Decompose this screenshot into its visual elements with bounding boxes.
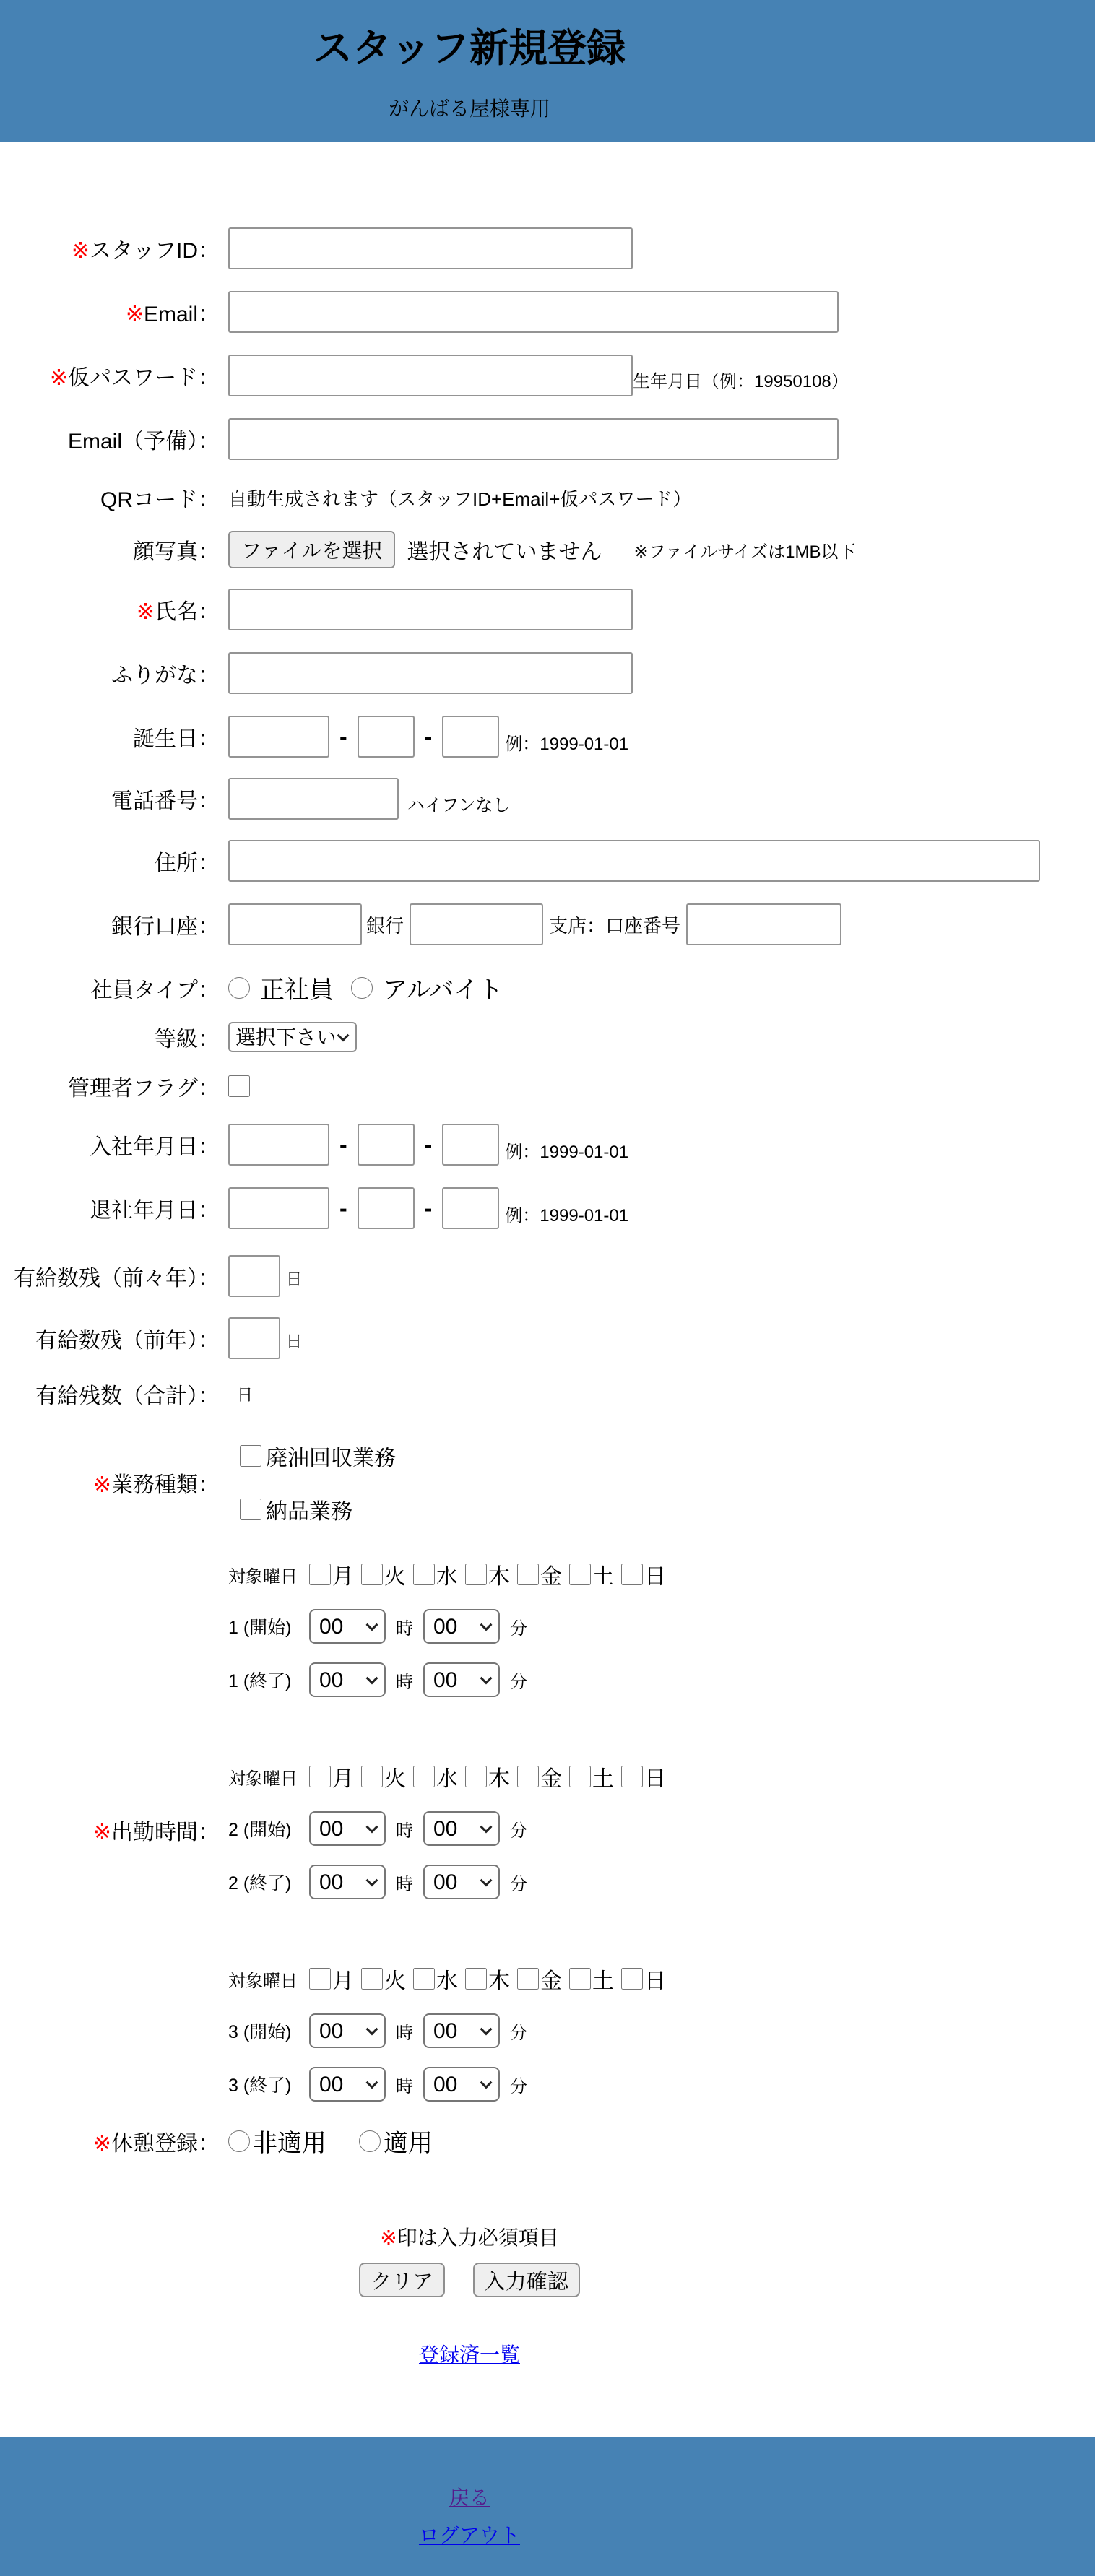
address-label: 住所： (155, 851, 220, 875)
employee-type-label: 社員タイプ： (90, 978, 220, 1002)
hire-date-separator-1: - (339, 1131, 347, 1158)
retire-date-separator-2: - (424, 1194, 433, 1221)
employee-type-fulltime-text: 正社員 (260, 976, 334, 1004)
minute-suffix: 分 (510, 1618, 527, 1639)
name-input[interactable] (228, 589, 633, 630)
attendance-2-start-hour-select[interactable] (309, 1811, 386, 1846)
attendance-2-start-row (228, 1811, 666, 1846)
hire-date-month-input[interactable] (358, 1124, 415, 1166)
attendance-day-sun: 日 (621, 1558, 666, 1590)
retire-date-day-input[interactable] (442, 1187, 499, 1229)
form-row-phone (0, 778, 939, 820)
attendance-2-end-hour-select[interactable] (309, 1865, 386, 1899)
retire-date-year-input[interactable] (228, 1187, 329, 1229)
break-option-applied (359, 2123, 433, 2159)
attendance-day-checkbox-tue[interactable] (361, 1968, 383, 1990)
hire-date-year-input[interactable] (228, 1124, 329, 1166)
admin-flag-checkbox[interactable] (228, 1075, 250, 1097)
work-type-delivery-text: 納品業務 (266, 1500, 352, 1524)
logout-link[interactable]: ログアウト (418, 2524, 520, 2546)
form-row-retire-date (0, 1187, 939, 1229)
bank-account-input[interactable] (686, 903, 841, 945)
hour-suffix: 時 (396, 1874, 413, 1894)
form-row-employee-type (0, 970, 939, 1005)
attendance-3-start-minute-select[interactable] (423, 2013, 500, 2048)
temp-password-label: ※仮パスワード： (49, 366, 220, 390)
registered-list-link[interactable]: 登録済一覧 (418, 2343, 520, 2366)
clear-button[interactable]: クリア (359, 2263, 445, 2297)
page-subtitle: がんばる屋様専用 (388, 97, 550, 120)
bank-suffix: 銀行 (366, 914, 404, 937)
form-row-staff-id (0, 227, 939, 269)
hour-suffix: 時 (396, 2076, 413, 2096)
paid-leave-total-label: 有給残数（合計）： (35, 1384, 220, 1408)
attendance-day-wed: 水 (413, 1558, 458, 1590)
attendance-2-end-label: 2 (終了) (228, 1873, 292, 1894)
paid-leave-2y-input[interactable] (228, 1255, 280, 1297)
attendance-day-fri: 金 (517, 1558, 562, 1590)
attendance-1-end-label: 1 (終了) (228, 1671, 292, 1691)
attendance-1-start-hour-select[interactable] (309, 1609, 386, 1644)
attendance-day-fri: 金 (517, 1963, 562, 1995)
attendance-day-checkbox-wed[interactable] (413, 1564, 435, 1585)
staff-id-input[interactable] (228, 227, 633, 269)
hour-suffix: 時 (396, 1618, 413, 1639)
form-row-paid-leave-total (0, 1378, 939, 1410)
attendance-1-end-minute-select[interactable] (423, 1662, 500, 1697)
hire-date-label: 入社年月日： (90, 1135, 220, 1159)
attendance-1-start-label: 1 (開始) (228, 1618, 292, 1638)
attendance-1-end-row (228, 1662, 666, 1697)
break-registration-label: ※休憩登録： (92, 2131, 220, 2156)
phone-input[interactable] (228, 778, 399, 820)
attendance-day-sat: 土 (569, 1558, 614, 1590)
form-row-attendance (0, 1558, 939, 2102)
attendance-day-wed: 水 (413, 1963, 458, 1995)
qr-code-value: 自動生成されます（スタッフID+Email+仮パスワード） (228, 487, 692, 510)
attendance-day-checkbox-mon[interactable] (309, 1564, 331, 1585)
required-fields-note: ※印は入力必須項目 (380, 2226, 559, 2249)
paid-leave-2y-unit: 日 (286, 1270, 303, 1288)
furigana-label: ふりがな： (111, 664, 220, 688)
minute-suffix: 分 (510, 1874, 527, 1894)
photo-file-note: ※ファイルサイズは1MB以下 (633, 542, 856, 562)
bank-label: 銀行口座： (111, 915, 220, 939)
work-type-checkbox-oil[interactable] (240, 1445, 261, 1467)
attendance-day-tue: 火 (361, 1558, 406, 1590)
retire-date-note: 例：1999-01-01 (505, 1205, 629, 1226)
phone-label: 電話番号： (111, 789, 220, 813)
break-option-not-applied (228, 2123, 326, 2159)
minute-suffix: 分 (510, 2076, 527, 2096)
attendance-days-row-2 (228, 1761, 666, 1792)
birthday-separator-1: - (339, 723, 347, 750)
birthday-year-input[interactable] (228, 716, 329, 758)
bank-branch-input[interactable] (410, 903, 543, 945)
attendance-day-checkbox-fri[interactable] (517, 1968, 539, 1990)
attendance-3-end-minute-select[interactable] (423, 2067, 500, 2102)
admin-flag-label: 管理者フラグ： (68, 1077, 220, 1101)
attendance-day-checkbox-wed[interactable] (413, 1766, 435, 1787)
form-row-photo (0, 531, 939, 568)
attendance-3-start-label: 3 (開始) (228, 2022, 292, 2042)
form-row-address (0, 840, 939, 882)
photo-file-status: 選択されていません (407, 540, 602, 564)
email-sub-label: Email（予備）： (67, 430, 220, 454)
attendance-day-sun: 日 (621, 1761, 666, 1792)
form-row-work-type (0, 1440, 939, 1525)
attendance-day-thu: 木 (465, 1963, 510, 1995)
attendance-day-mon: 月 (309, 1558, 354, 1590)
attendance-1-start-row (228, 1609, 666, 1644)
paid-leave-2y-label: 有給数残（前々年）： (14, 1267, 220, 1291)
temp-password-note: 生年月日（例：19950108） (633, 372, 849, 391)
photo-label: 顔写真： (133, 540, 220, 564)
attendance-days-row-1 (228, 1558, 666, 1590)
retire-date-label: 退社年月日： (90, 1199, 220, 1223)
attendance-day-checkbox-sat[interactable] (569, 1766, 591, 1787)
minute-suffix: 分 (510, 2023, 527, 2043)
attendance-1-start-minute-select[interactable] (423, 1609, 500, 1644)
qr-code-label: QRコード： (100, 488, 220, 512)
employee-type-option-parttime (351, 970, 503, 1005)
employee-type-radio-parttime[interactable] (351, 977, 373, 999)
attendance-day-tue: 火 (361, 1963, 406, 1995)
break-applied-text: 適用 (384, 2130, 433, 2157)
attendance-day-checkbox-tue[interactable] (361, 1766, 383, 1787)
attendance-day-checkbox-mon[interactable] (309, 1968, 331, 1990)
retire-date-month-input[interactable] (358, 1187, 415, 1229)
grade-select-wrap (228, 1022, 357, 1052)
form-row-email (0, 291, 939, 333)
attendance-2-start-minute-select[interactable] (423, 1811, 500, 1846)
name-label: ※氏名： (136, 600, 220, 624)
attendance-3-start-hour-select[interactable] (309, 2013, 386, 2048)
attendance-day-sun: 日 (621, 1963, 666, 1995)
attendance-3-start-row (228, 2013, 666, 2048)
work-type-option-oil (240, 1440, 396, 1472)
attendance-day-checkbox-sun[interactable] (621, 1766, 643, 1787)
attendance-block-3 (228, 1963, 666, 2102)
attendance-days-label: 対象曜日 (228, 1566, 298, 1587)
attendance-block-2 (228, 1761, 666, 1899)
attendance-label: ※出勤時間： (92, 1821, 220, 1844)
attendance-day-checkbox-thu[interactable] (465, 1766, 487, 1787)
employee-type-parttime-text: アルバイト (383, 976, 503, 1004)
page-footer (0, 2437, 1095, 2576)
break-radio-applied[interactable] (359, 2130, 381, 2152)
minute-suffix: 分 (510, 1672, 527, 1692)
attendance-day-tue: 火 (361, 1761, 406, 1792)
attendance-day-checkbox-fri[interactable] (517, 1564, 539, 1585)
attendance-day-checkbox-fri[interactable] (517, 1766, 539, 1787)
back-link[interactable]: 戻る (449, 2486, 490, 2509)
page-title: スタッフ新規登録 (313, 27, 626, 70)
email-input[interactable] (228, 291, 839, 333)
birthday-day-input[interactable] (442, 716, 499, 758)
attendance-2-end-row (228, 1865, 666, 1899)
birthday-separator-2: - (424, 723, 433, 750)
bank-name-input[interactable] (228, 903, 362, 945)
attendance-days-row-3 (228, 1963, 666, 1995)
attendance-days-label: 対象曜日 (228, 1769, 298, 1789)
paid-leave-1y-unit: 日 (286, 1332, 303, 1350)
attendance-3-end-label: 3 (終了) (228, 2076, 292, 2096)
birthday-note: 例：1999-01-01 (505, 734, 629, 754)
form-row-hire-date (0, 1124, 939, 1166)
attendance-1-end-hour-select[interactable] (309, 1662, 386, 1697)
form-row-email-sub (0, 418, 939, 460)
paid-leave-total-unit: 日 (237, 1385, 254, 1404)
employee-type-option-fulltime (228, 970, 334, 1005)
paid-leave-1y-input[interactable] (228, 1317, 280, 1359)
form-row-name (0, 589, 939, 630)
email-sub-input[interactable] (228, 418, 839, 460)
attendance-day-wed: 水 (413, 1761, 458, 1792)
branch-suffix: 支店：口座番号 (549, 914, 681, 937)
attendance-day-thu: 木 (465, 1761, 510, 1792)
attendance-day-mon: 月 (309, 1761, 354, 1792)
attendance-day-checkbox-thu[interactable] (465, 1564, 487, 1585)
action-buttons (0, 2263, 939, 2297)
form-row-paid-leave-2y (0, 1255, 939, 1297)
work-type-checkbox-delivery[interactable] (240, 1499, 261, 1520)
confirm-button[interactable]: 入力確認 (473, 2263, 580, 2297)
break-not-applied-text: 非適用 (253, 2130, 326, 2157)
attendance-day-checkbox-mon[interactable] (309, 1766, 331, 1787)
attendance-day-thu: 木 (465, 1558, 510, 1590)
form-row-grade (0, 1021, 939, 1053)
hire-date-note: 例：1999-01-01 (505, 1142, 629, 1162)
attendance-day-checkbox-sun[interactable] (621, 1564, 643, 1585)
attendance-day-checkbox-sat[interactable] (569, 1564, 591, 1585)
temp-password-input[interactable] (228, 355, 633, 396)
form-row-admin-flag (0, 1070, 939, 1102)
hour-suffix: 時 (396, 1672, 413, 1692)
attendance-day-fri: 金 (517, 1761, 562, 1792)
form-row-temp-password (0, 355, 939, 396)
attendance-block-1 (228, 1558, 666, 1697)
form-row-break-registration (0, 2123, 939, 2159)
work-type-oil-text: 廃油回収業務 (266, 1447, 396, 1470)
attendance-2-start-label: 2 (開始) (228, 1820, 292, 1840)
work-type-option-delivery (240, 1493, 396, 1525)
attendance-day-sat: 土 (569, 1963, 614, 1995)
page-header (0, 0, 1095, 142)
hire-date-day-input[interactable] (442, 1124, 499, 1166)
employee-type-radio-fulltime[interactable] (228, 977, 250, 999)
form-row-bank (0, 903, 939, 945)
attendance-day-checkbox-thu[interactable] (465, 1968, 487, 1990)
grade-select[interactable] (228, 1022, 357, 1052)
grade-label: 等級： (155, 1028, 220, 1051)
attendance-2-end-minute-select[interactable] (423, 1865, 500, 1899)
birthday-label: 誕生日： (133, 727, 220, 751)
attendance-day-checkbox-wed[interactable] (413, 1968, 435, 1990)
staff-registration-form (0, 142, 939, 2437)
paid-leave-1y-label: 有給数残（前年）： (35, 1329, 220, 1353)
attendance-day-checkbox-sun[interactable] (621, 1968, 643, 1990)
address-input[interactable] (228, 840, 1040, 882)
attendance-3-end-hour-select[interactable] (309, 2067, 386, 2102)
attendance-3-end-row (228, 2067, 666, 2102)
hour-suffix: 時 (396, 2023, 413, 2043)
minute-suffix: 分 (510, 1821, 527, 1841)
retire-date-separator-1: - (339, 1194, 347, 1221)
form-row-furigana (0, 652, 939, 694)
attendance-day-checkbox-sat[interactable] (569, 1968, 591, 1990)
photo-file-button[interactable]: ファイルを選択 (228, 531, 395, 568)
form-row-paid-leave-1y (0, 1317, 939, 1359)
work-type-label: ※業務種類： (92, 1473, 220, 1497)
break-radio-not-applied[interactable] (228, 2130, 250, 2152)
phone-note: ハイフンなし (407, 795, 511, 815)
birthday-month-input[interactable] (358, 716, 415, 758)
furigana-input[interactable] (228, 652, 633, 694)
attendance-day-checkbox-tue[interactable] (361, 1564, 383, 1585)
attendance-days-label: 対象曜日 (228, 1971, 298, 1991)
email-label: ※Email： (125, 303, 220, 326)
form-row-qr-code (0, 482, 939, 513)
hour-suffix: 時 (396, 1821, 413, 1841)
attendance-day-sat: 土 (569, 1761, 614, 1792)
attendance-day-mon: 月 (309, 1963, 354, 1995)
staff-id-label: ※スタッフID： (71, 239, 220, 263)
form-row-birthday (0, 716, 939, 758)
hire-date-separator-2: - (424, 1131, 433, 1158)
